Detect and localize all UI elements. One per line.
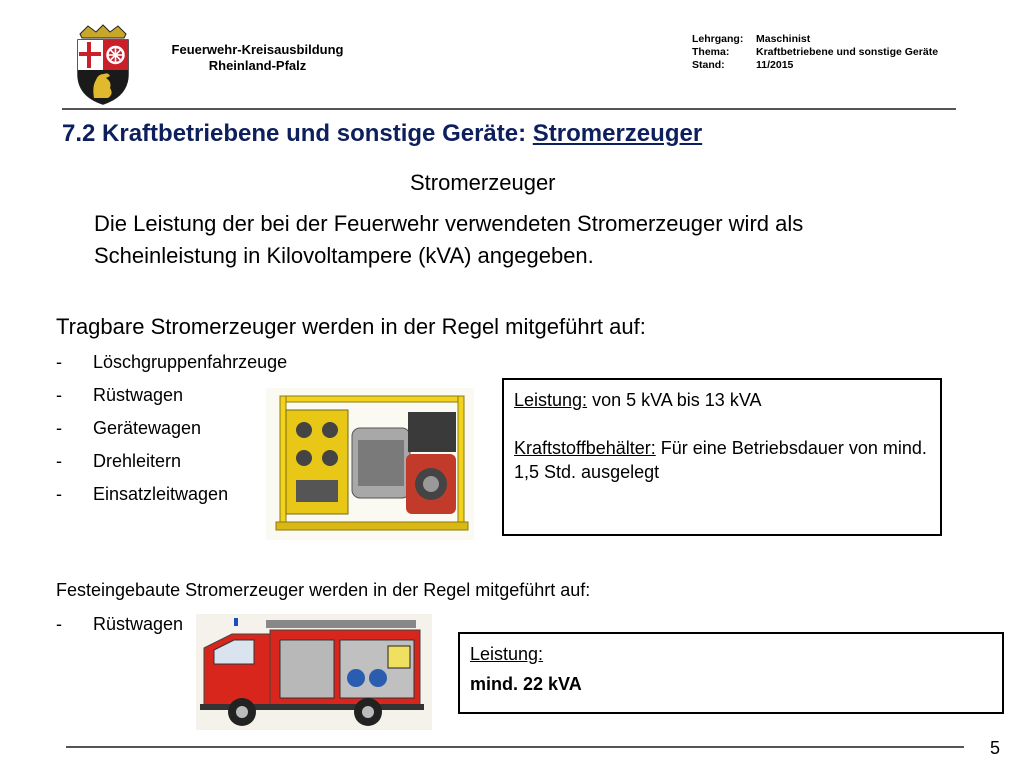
list-item: - Löschgruppenfahrzeuge [56,352,288,372]
section-paragraph: Die Leistung der bei der Feuerwehr verwendeten Stromerzeuger wird als Scheinleistung in Kilovoltampere (kVA) angegeben. [94,211,804,268]
list-item: - Drehleitern [56,451,182,471]
header-divider [62,108,956,110]
fixed-power-value: mind. 22 kVA [470,674,582,694]
portable-info-box [502,378,942,536]
fixed-list [56,614,183,647]
course-meta [692,33,938,72]
title-prefix: 7.2 Kraftbetriebene und sonstige Geräte: [62,120,533,147]
meta-value: Maschinist [756,33,811,45]
section-heading: Stromerzeuger [410,170,556,195]
portable-tank: Kraftstoffbehälter: Für eine Betriebsdauer von mind. 1,5 Std. ausgelegt [514,438,927,482]
portable-power: Leistung: von 5 kVA bis 13 kVA [514,390,762,410]
list-item: - Gerätewagen [56,418,202,438]
meta-key: Thema: [692,46,730,58]
org-name-line2: Rheinland-Pfalz [208,58,307,73]
portable-list [56,352,287,517]
list-item: - Rüstwagen [56,385,184,405]
meta-value: 11/2015 [756,59,794,71]
page-title [62,120,702,148]
footer-divider [66,746,964,748]
rescue-truck-image [196,614,432,730]
portable-heading: Tragbare Stromerzeuger werden in der Regel mitgeführt auf: [56,314,646,339]
list-item: - Rüstwagen [56,614,184,634]
org-name-line1: Feuerwehr-Kreisausbildung [171,42,344,57]
portable-generator-image [266,388,474,540]
meta-key: Lehrgang: [692,33,744,45]
list-item: - Einsatzleitwagen [56,484,229,504]
meta-key: Stand: [692,59,725,71]
meta-value: Kraftbetriebene und sonstige Geräte [756,46,939,58]
title-link[interactable]: Stromerzeuger [532,120,703,147]
fixed-power-label: Leistung: [470,644,544,664]
fixed-heading: Festeingebaute Stromerzeuger werden in der Regel mitgeführt auf: [56,580,591,600]
page-number: 5 [990,738,1001,758]
fixed-info-box [458,632,1004,714]
coat-of-arms-logo [74,24,132,106]
